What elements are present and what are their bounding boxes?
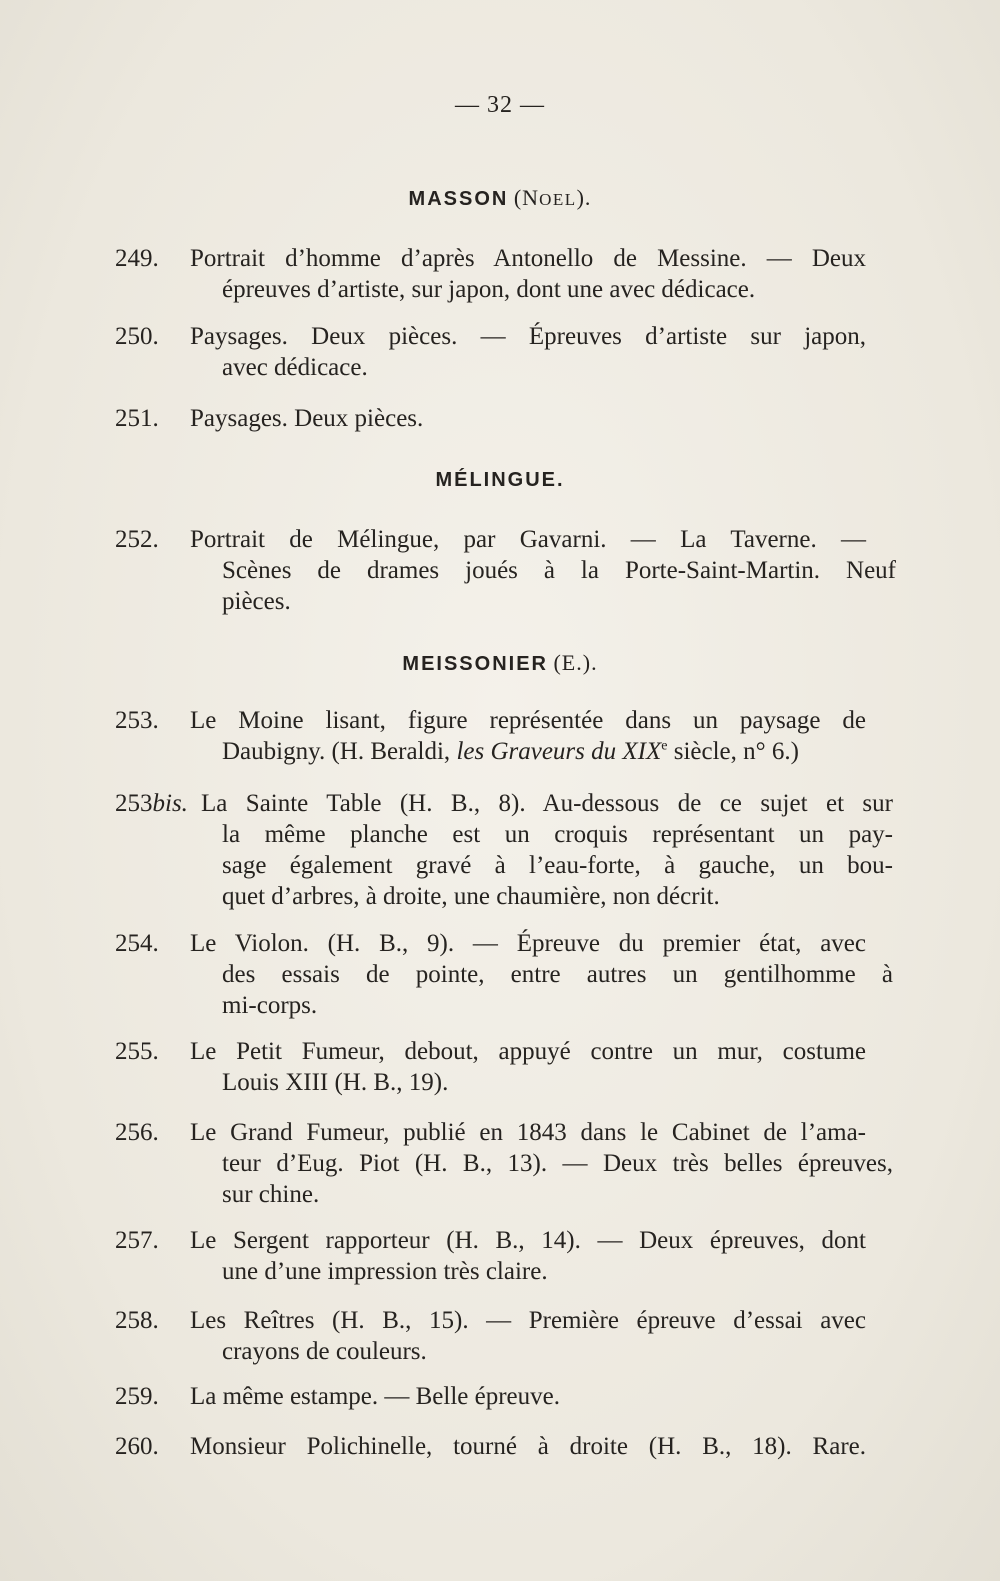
entry-text: crayons de couleurs. bbox=[222, 1338, 427, 1365]
entry-text: quet d’arbres, à droite, une chaumière, non décrit. bbox=[222, 883, 720, 910]
section-heading-masson bbox=[0, 185, 1000, 211]
entry-number: 251. bbox=[115, 405, 159, 432]
page-number: — 32 — bbox=[455, 92, 545, 118]
entry-number: 259. bbox=[115, 1383, 159, 1410]
entry-text: des essais de pointe, entre autres un gentilhomme à bbox=[222, 961, 893, 988]
entry-number: 254. bbox=[115, 930, 159, 957]
entry-text: mi-corps. bbox=[222, 992, 318, 1019]
entry-text: Paysages. Deux pièces. bbox=[190, 405, 424, 432]
entry-text: Daubigny. (H. Beraldi, les Graveurs du XIXe siècle, n° 6.) bbox=[222, 738, 799, 765]
entry-text: la même planche est un croquis représentant un pay- bbox=[222, 821, 893, 848]
artist-given-name: (NOEL). bbox=[513, 185, 592, 210]
section-heading-melingue bbox=[0, 466, 1000, 492]
entry-number: 257. bbox=[115, 1227, 159, 1254]
artist-given-name: (E.). bbox=[553, 650, 598, 675]
entry-text: sur chine. bbox=[222, 1181, 320, 1208]
entry-number: 253. bbox=[115, 707, 159, 734]
entry-text: une d’une impression très claire. bbox=[222, 1258, 548, 1285]
entry-number: 258. bbox=[115, 1307, 159, 1334]
artist-name: MÉLINGUE. bbox=[435, 469, 565, 491]
entry-number: 256. bbox=[115, 1119, 159, 1146]
entry-text: Le Moine lisant, figure représentée dans un paysage de bbox=[190, 707, 866, 734]
entry-text: Portrait de Mélingue, par Gavarni. — La Taverne. — bbox=[190, 526, 866, 553]
entry-text: Le Violon. (H. B., 9). — Épreuve du premier état, avec bbox=[190, 930, 866, 957]
entry-text: pièces. bbox=[222, 588, 291, 615]
entry-text: teur d’Eug. Piot (H. B., 13). — Deux très belles épreuves, bbox=[222, 1150, 893, 1177]
entry-number: 253bis. bbox=[115, 790, 188, 817]
entry-number: 250. bbox=[115, 323, 159, 350]
section-heading-meissonier bbox=[0, 650, 1000, 676]
entry-text: La même estampe. — Belle épreuve. bbox=[190, 1383, 560, 1410]
artist-name: MEISSONIER bbox=[402, 653, 548, 675]
artist-name: MASSON bbox=[408, 188, 509, 210]
entry-text: Paysages. Deux pièces. — Épreuves d’artiste sur japon, bbox=[190, 323, 866, 350]
entry-text: Portrait d’homme d’après Antonello de Messine. — Deux bbox=[190, 245, 866, 272]
entry-text: Le Sergent rapporteur (H. B., 14). — Deux épreuves, dont bbox=[190, 1227, 866, 1254]
entry-number: 252. bbox=[115, 526, 159, 553]
entry-number: 249. bbox=[115, 245, 159, 272]
entry-text: Monsieur Polichinelle, tourné à droite (H. B., 18). Rare. bbox=[190, 1433, 866, 1460]
entry-text: épreuves d’artiste, sur japon, dont une avec dédicace. bbox=[222, 276, 756, 303]
entry-text: Le Petit Fumeur, debout, appuyé contre un mur, costume bbox=[190, 1038, 866, 1065]
entry-text: sage également gravé à l’eau-forte, à gauche, un bou- bbox=[222, 852, 893, 879]
entry-text: Louis XIII (H. B., 19). bbox=[222, 1069, 449, 1096]
entry-number: 255. bbox=[115, 1038, 159, 1065]
entry-text: Le Grand Fumeur, publié en 1843 dans le Cabinet de l’ama- bbox=[190, 1119, 866, 1146]
entry-text: Les Reîtres (H. B., 15). — Première épreuve d’essai avec bbox=[190, 1307, 866, 1334]
entry-text: avec dédicace. bbox=[222, 354, 368, 381]
entry-text: Scènes de drames joués à la Porte-Saint-Martin. Neuf bbox=[222, 557, 896, 584]
entry-number: 260. bbox=[115, 1433, 159, 1460]
entry-text: La Sainte Table (H. B., 8). Au-dessous de ce sujet et sur bbox=[201, 790, 893, 817]
